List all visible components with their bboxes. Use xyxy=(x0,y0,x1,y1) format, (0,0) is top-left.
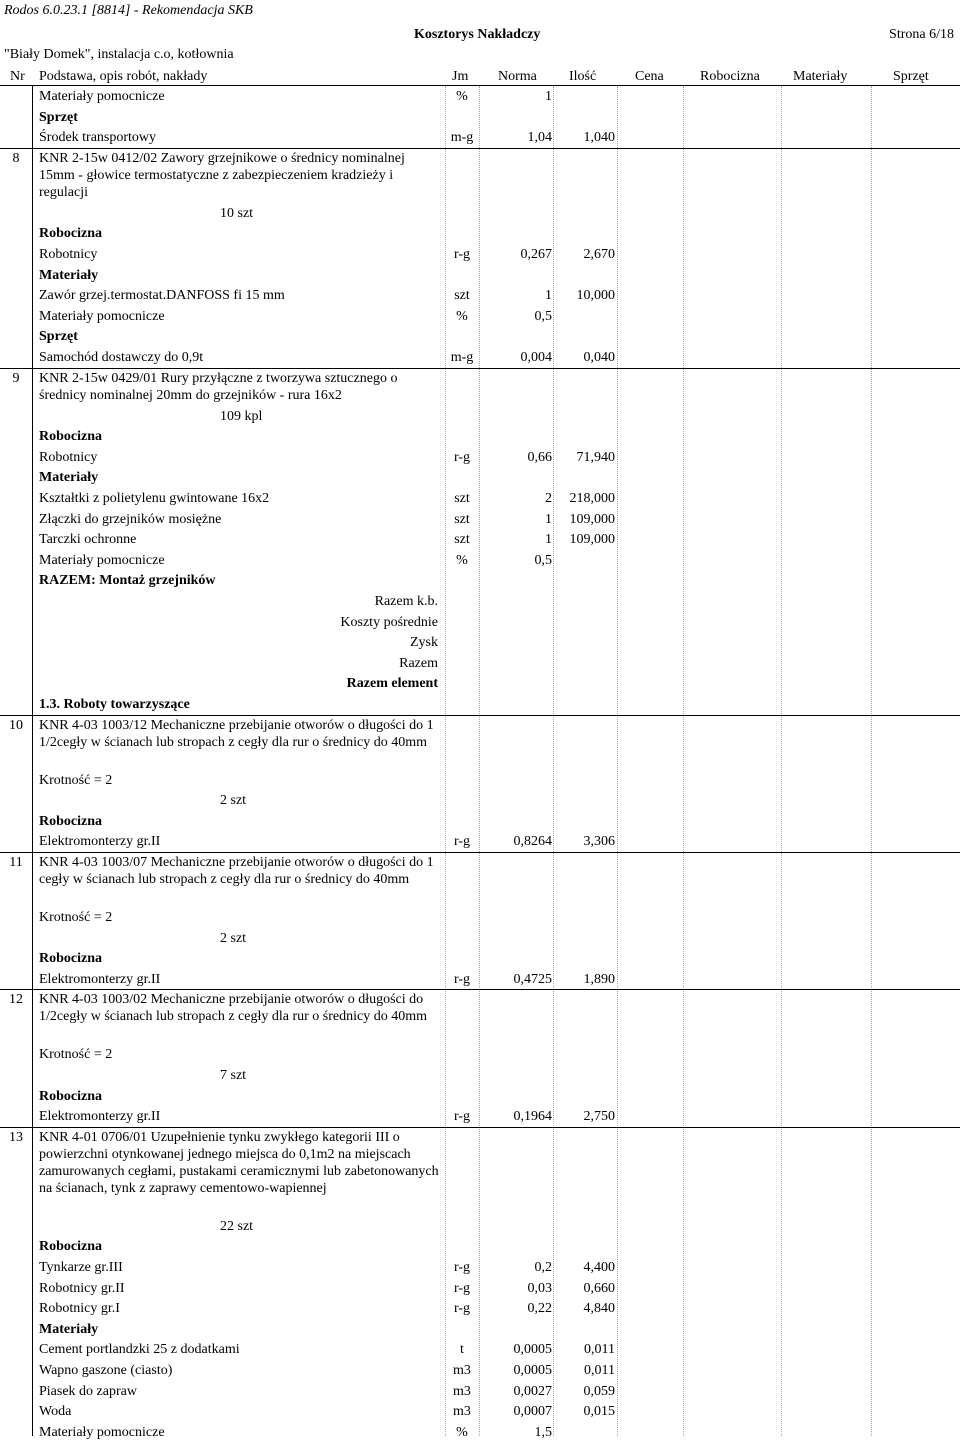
item-description: Materiały pomocnicze xyxy=(39,89,165,104)
item-quantity: 2,750 xyxy=(583,1109,615,1125)
position-divider xyxy=(0,852,960,853)
position-divider xyxy=(0,715,960,716)
position-row xyxy=(0,1129,960,1218)
item-norm: 2 xyxy=(545,491,552,506)
item-norm: 1,5 xyxy=(534,1424,552,1440)
item-description: Materiały pomocnicze xyxy=(39,308,165,324)
item-norm: 1 xyxy=(545,532,552,548)
col-materialy: Materiały xyxy=(793,69,848,84)
item-description: Robotnicy xyxy=(39,247,98,262)
category-label: Sprzęt xyxy=(39,109,78,125)
item-description: Krotność = 2 xyxy=(39,1047,113,1063)
summary-label: Razem k.b. xyxy=(374,594,438,609)
position-row xyxy=(0,717,960,772)
item-description: Piasek do zapraw xyxy=(39,1383,137,1399)
item-unit: m3 xyxy=(453,1363,471,1378)
category-label: RAZEM: Montaż grzejników xyxy=(39,573,216,589)
item-description: Materiały pomocnicze xyxy=(39,1424,165,1440)
item-description: Robotnicy gr.II xyxy=(39,1280,125,1296)
item-unit: szt xyxy=(454,532,470,548)
col-nr: Nr xyxy=(10,69,25,84)
table-row xyxy=(0,88,960,109)
item-unit: m3 xyxy=(453,1404,471,1420)
item-quantity: 4,840 xyxy=(583,1301,615,1317)
item-description: Zawór grzej.termostat.DANFOSS fi 15 mm xyxy=(39,288,285,304)
item-description: Cement portlandzki 25 z dodatkami xyxy=(39,1342,240,1358)
category-row xyxy=(0,109,960,130)
table-row xyxy=(0,1046,960,1067)
table-row xyxy=(0,308,960,329)
item-norm: 0,004 xyxy=(520,350,552,365)
category-row xyxy=(0,1088,960,1109)
app-title: Rodos 6.0.23.1 [8814] - Rekomendacja SKB xyxy=(4,3,253,18)
item-unit: szt xyxy=(454,511,470,527)
quantity-row xyxy=(0,1067,960,1088)
position-description: KNR 4-03 1003/02 Mechaniczne przebijanie otworów o długości do 1/2cegły w ścianach lub stropach z cegły dla rur o średnicy do 40mm xyxy=(39,992,427,1025)
item-quantity: 1,890 xyxy=(583,971,615,987)
item-quantity: 0,660 xyxy=(583,1280,615,1296)
table-row xyxy=(0,1362,960,1383)
summary-row xyxy=(0,634,960,655)
position-number: 10 xyxy=(9,717,23,733)
table-row xyxy=(0,349,960,370)
position-divider xyxy=(0,989,960,990)
table-row xyxy=(0,772,960,793)
quantity-row xyxy=(0,1218,960,1239)
position-description: KNR 2-15w 0412/02 Zawory grzejnikowe o średnicy nominalnej 15mm - głowice termostatyczne z zabezpieczeniem kradzieży i regulacji xyxy=(39,150,405,200)
item-quantity: 1,040 xyxy=(583,130,615,146)
item-description: Elektromonterzy gr.II xyxy=(39,834,161,850)
project-subtitle: "Biały Domek", instalacja c.o, kotłownia xyxy=(4,47,234,62)
category-label: Robocizna xyxy=(39,1088,102,1104)
position-description: KNR 4-03 1003/07 Mechaniczne przebijanie otworów o długości do 1 cegły w ścianach lub stropach z cegły dla rur o średnicy do 40mm xyxy=(39,855,434,887)
position-row xyxy=(0,854,960,909)
item-norm: 0,0027 xyxy=(513,1383,552,1399)
position-quantity: 10 szt xyxy=(220,205,254,221)
category-label: Robocizna xyxy=(39,226,102,242)
position-row xyxy=(0,370,960,408)
position-quantity: 109 kpl xyxy=(220,408,263,424)
table-row xyxy=(0,909,960,930)
position-description: KNR 2-15w 0429/01 Rury przyłączne z tworzywa sztucznego o średnicy nominalnej 20mm do grzejników - rura 16x2 xyxy=(39,370,398,403)
position-divider xyxy=(0,1127,960,1128)
category-row xyxy=(0,469,960,490)
item-norm: 0,66 xyxy=(527,449,552,465)
category-label: Sprzęt xyxy=(39,329,78,345)
category-row xyxy=(0,428,960,449)
position-quantity: 2 szt xyxy=(220,930,247,946)
quantity-row xyxy=(0,205,960,226)
item-norm: 0,267 xyxy=(520,247,552,262)
item-unit: m-g xyxy=(450,350,474,365)
item-description: Samochód dostawczy do 0,9t xyxy=(39,350,204,365)
position-description: KNR 4-03 1003/12 Mechaniczne przebijanie otworów o długości do 1 1/2cegły w ścianach lub stropach z cegły dla rur o średnicy do 40mm xyxy=(39,717,434,750)
item-norm: 0,1964 xyxy=(513,1109,552,1125)
table-row xyxy=(0,1424,960,1444)
col-norma: Norma xyxy=(498,69,537,84)
position-description: KNR 4-01 0706/01 Uzupełnienie tynku zwykłego kategorii III o powierzchni otynkowanej jednego miejsca do 0,1m2 na miejscach zamurowanych cegłami, pustakami ceramicznymi lub zabetonowanych na ścianach, tynk z zaprawy cementowo-wapiennej xyxy=(39,1129,439,1196)
item-unit: szt xyxy=(454,491,470,506)
category-label: Robocizna xyxy=(39,1239,102,1255)
table-row xyxy=(0,1341,960,1362)
item-description: Tarczki ochronne xyxy=(39,532,137,548)
item-norm: 1,04 xyxy=(527,130,552,146)
category-label: Robocizna xyxy=(39,813,102,829)
item-description: Kształtki z polietylenu gwintowane 16x2 xyxy=(39,491,270,506)
position-row xyxy=(0,991,960,1046)
item-description: Tynkarze gr.III xyxy=(39,1260,123,1275)
item-unit: r-g xyxy=(453,971,471,987)
position-divider xyxy=(0,368,960,369)
item-description: Elektromonterzy gr.II xyxy=(39,1109,161,1125)
item-norm: 0,5 xyxy=(534,552,552,568)
table-row xyxy=(0,490,960,511)
category-row xyxy=(0,267,960,288)
position-number: 8 xyxy=(12,150,20,166)
position-number: 13 xyxy=(9,1129,23,1145)
summary-label: Koszty pośrednie xyxy=(340,614,438,630)
page-number: Strona 6/18 xyxy=(889,27,954,42)
category-label: Materiały xyxy=(39,1321,99,1337)
item-quantity: 0,059 xyxy=(583,1383,615,1399)
table-row xyxy=(0,511,960,532)
position-number: 12 xyxy=(9,992,23,1008)
item-norm: 0,5 xyxy=(534,308,552,324)
item-description: Woda xyxy=(39,1404,72,1420)
table-row xyxy=(0,287,960,308)
item-norm: 0,0005 xyxy=(513,1342,552,1358)
table-row xyxy=(0,449,960,470)
table-row xyxy=(0,1259,960,1280)
category-label: Robocizna xyxy=(39,951,102,967)
item-description: Krotność = 2 xyxy=(39,772,113,788)
item-norm: 0,0005 xyxy=(513,1363,552,1378)
item-unit: m-g xyxy=(450,130,474,146)
item-unit: m3 xyxy=(453,1383,471,1399)
item-unit: r-g xyxy=(453,1280,471,1296)
table-row xyxy=(0,129,960,150)
item-norm: 0,2 xyxy=(534,1260,552,1275)
item-description: Materiały pomocnicze xyxy=(39,552,165,568)
col-description: Podstawa, opis robót, nakłady xyxy=(39,69,208,84)
table-row xyxy=(0,971,960,992)
item-unit: szt xyxy=(454,288,470,304)
item-quantity: 4,400 xyxy=(583,1260,615,1275)
item-description: Krotność = 2 xyxy=(39,910,113,925)
item-quantity: 0,015 xyxy=(583,1404,615,1420)
item-quantity: 0,040 xyxy=(583,350,615,365)
item-norm: 0,0007 xyxy=(513,1404,552,1420)
position-row xyxy=(0,150,960,205)
item-unit: % xyxy=(456,1424,468,1440)
category-row xyxy=(0,225,960,246)
item-norm: 0,03 xyxy=(527,1280,552,1296)
item-unit: r-g xyxy=(453,1301,471,1317)
category-row xyxy=(0,813,960,834)
category-row xyxy=(0,572,960,593)
summary-label: Zysk xyxy=(410,635,438,651)
col-robocizna: Robocizna xyxy=(700,69,760,84)
item-description: Środek transportowy xyxy=(39,130,157,146)
item-norm: 1 xyxy=(545,89,552,104)
position-number: 11 xyxy=(9,855,23,870)
table-row xyxy=(0,531,960,552)
table-row xyxy=(0,552,960,573)
item-description: Elektromonterzy gr.II xyxy=(39,971,161,987)
item-unit: % xyxy=(456,89,468,104)
category-label: Materiały xyxy=(39,470,99,486)
item-quantity: 3,306 xyxy=(583,834,615,850)
table-row xyxy=(0,246,960,267)
item-quantity: 218,000 xyxy=(569,491,615,506)
category-label: 1.3. Roboty towarzyszące xyxy=(39,697,190,712)
document-header xyxy=(0,0,960,86)
item-unit: % xyxy=(456,552,468,568)
item-quantity: 0,011 xyxy=(584,1342,615,1358)
item-quantity: 109,000 xyxy=(569,511,615,527)
summary-label: Razem element xyxy=(346,676,438,692)
category-row xyxy=(0,696,960,717)
col-jm: Jm xyxy=(452,69,469,84)
item-norm: 0,4725 xyxy=(513,971,552,987)
summary-row xyxy=(0,614,960,635)
quantity-row xyxy=(0,930,960,951)
category-row xyxy=(0,328,960,349)
table-row xyxy=(0,1403,960,1424)
item-unit: r-g xyxy=(453,247,471,262)
item-unit: t xyxy=(460,1342,464,1358)
category-label: Materiały xyxy=(39,267,99,283)
col-sprzet: Sprzęt xyxy=(893,69,929,84)
quantity-row xyxy=(0,792,960,813)
category-row xyxy=(0,950,960,971)
item-norm: 1 xyxy=(545,288,552,304)
item-unit: r-g xyxy=(453,1260,471,1275)
table-row xyxy=(0,1300,960,1321)
item-unit: % xyxy=(456,308,468,324)
item-unit: r-g xyxy=(453,449,471,465)
table-row xyxy=(0,1383,960,1404)
item-norm: 1 xyxy=(545,511,552,527)
summary-row xyxy=(0,655,960,676)
position-quantity: 7 szt xyxy=(220,1068,247,1083)
table-row xyxy=(0,1280,960,1301)
col-ilosc: Ilość xyxy=(569,69,597,84)
category-row xyxy=(0,1321,960,1342)
summary-row xyxy=(0,593,960,614)
item-description: Robotnicy gr.I xyxy=(39,1301,120,1317)
item-norm: 0,22 xyxy=(527,1301,552,1317)
item-quantity: 10,000 xyxy=(576,288,615,304)
item-description: Wapno gaszone (ciasto) xyxy=(39,1363,173,1378)
item-quantity: 2,670 xyxy=(583,247,615,262)
table-row xyxy=(0,1108,960,1129)
position-quantity: 2 szt xyxy=(220,793,247,809)
doc-title: Kosztorys Nakładczy xyxy=(414,27,541,42)
summary-row xyxy=(0,675,960,696)
quantity-row xyxy=(0,408,960,429)
table-row xyxy=(0,833,960,854)
item-description: Robotnicy xyxy=(39,449,98,465)
summary-label: Razem xyxy=(399,655,438,671)
category-row xyxy=(0,1238,960,1259)
position-number: 9 xyxy=(12,370,20,386)
item-unit: r-g xyxy=(453,834,471,850)
item-quantity: 0,011 xyxy=(584,1363,615,1378)
col-cena: Cena xyxy=(635,69,664,84)
item-quantity: 109,000 xyxy=(569,532,615,548)
item-description: Złączki do grzejników mosiężne xyxy=(39,511,222,527)
category-label: Robocizna xyxy=(39,429,102,445)
item-unit: r-g xyxy=(453,1109,471,1125)
position-divider xyxy=(0,148,960,149)
position-quantity: 22 szt xyxy=(220,1218,254,1234)
header-rule xyxy=(0,85,960,86)
item-norm: 0,8264 xyxy=(513,834,552,850)
item-quantity: 71,940 xyxy=(576,449,615,465)
